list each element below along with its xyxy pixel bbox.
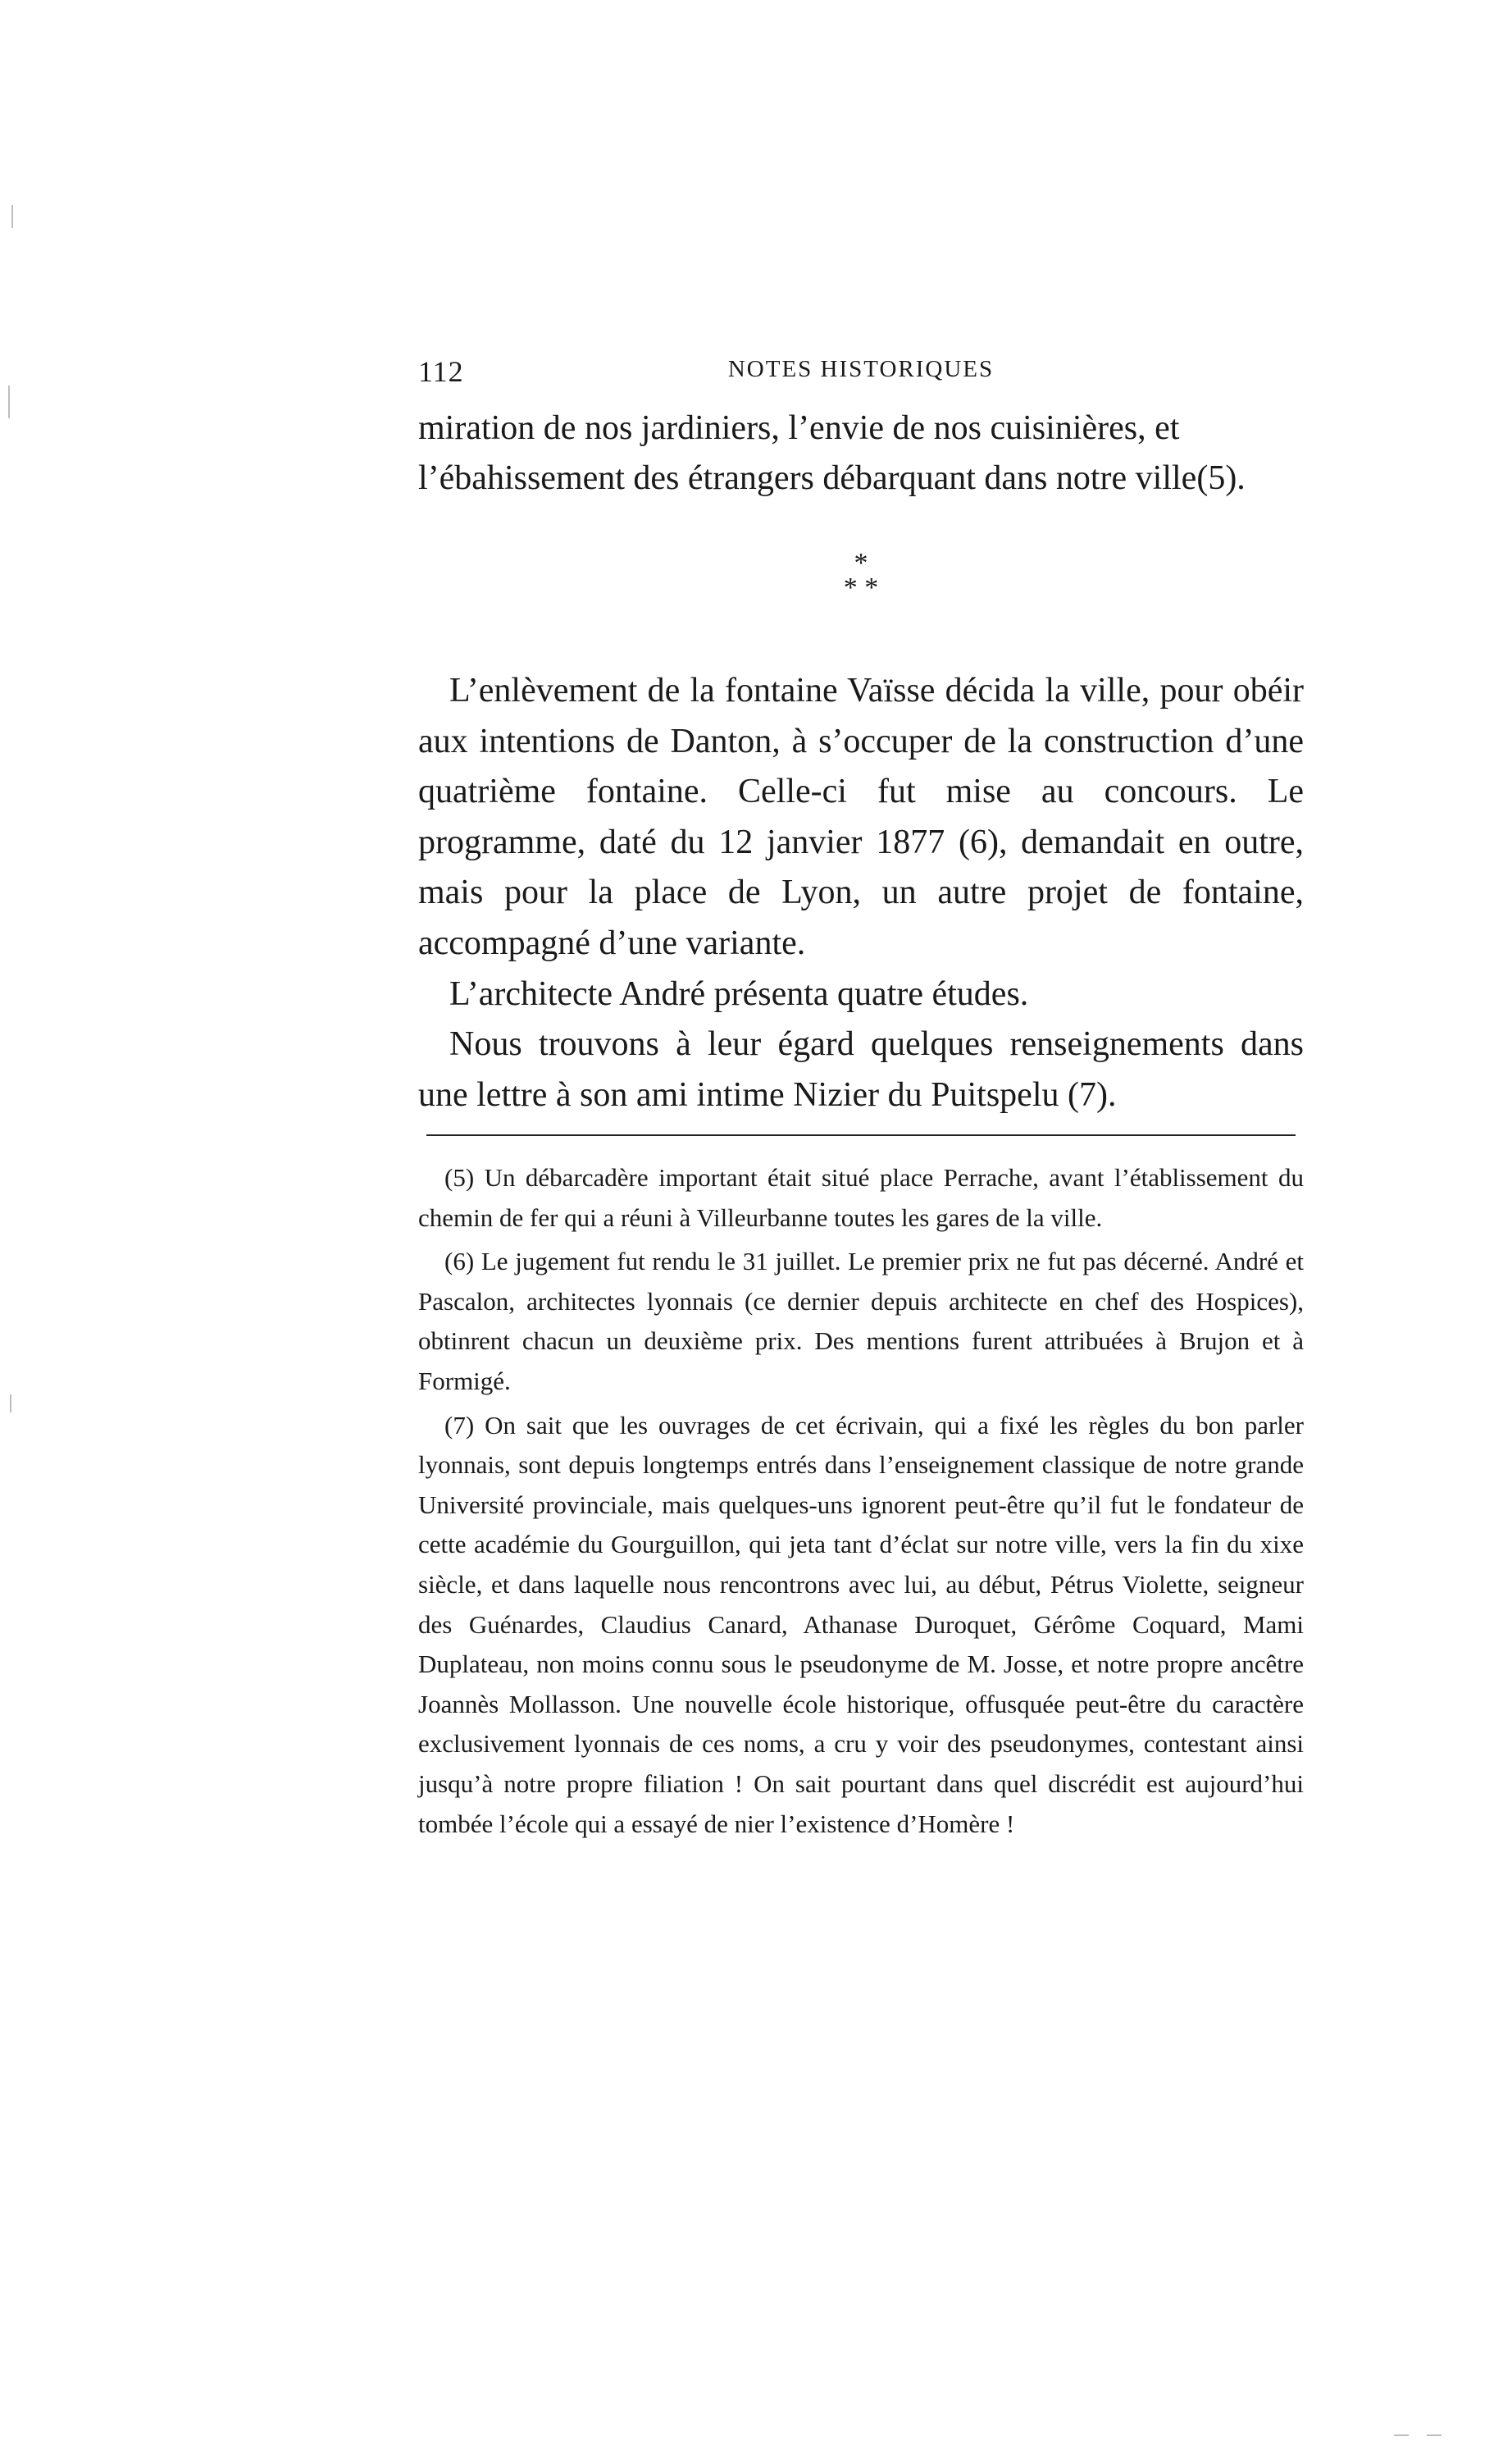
page-header (418, 354, 1304, 404)
paragraph: L’enlèvement de la fontaine Vaïsse décida la ville, pour obéir aux intentions de Danton, à s’occuper de la construction d’une quatrième fontaine. Celle-ci fut mise au concours. Le programme, daté du 12 janvier 1877 (6), demandait en outre, mais pour la place de Lyon, un autre projet de fontaine, accompagné d’une variante. (418, 672, 1304, 962)
footnote-6: (6) Le jugement fut rendu le 31 juillet. Le premier prix ne fut pas décerné. André et Pascalon, architectes lyonnais (ce dernier depuis architecte en chef des Hospices), obtinrent chacun un deuxième prix. Des mentions furent attribuées à Brujon et à Formigé. (418, 1247, 1304, 1395)
scan-mark (8, 386, 10, 418)
main-section (418, 666, 1304, 1120)
scan-mark (10, 1394, 11, 1412)
intro-line: l’ébahissement des étrangers débarquant dans notre ville(5). (418, 459, 1246, 497)
footnote-7: (7) On sait que les ouvrages de cet écrivain, qui a fixé les règles du bon parler lyonnais, sont depuis longtemps entrés dans l’enseignement classique de notre grande Université provinciale, mais quelques-uns ignorent peut-être qu’il fut le fondateur de cette académie du Gourguillon, qui jeta tant d’éclat sur notre ville, vers la fin du xixe siècle, et dans laquelle nous rencontrons avec lui, au début, Pétrus Violette, seigneur des Guénardes, Claudius Canard, Athanase Duroquet, Gérôme Coquard, Mami Duplateau, non moins connu sous le pseudonyme de M. Josse, et notre propre ancêtre Joannès Mollasson. Une nouvelle école historique, offusquée peut-être du caractère exclusivement lyonnais de ces noms, a cru y voir des pseudonymes, contestant ainsi jusqu’à notre propre filiation ! On sait pourtant dans quel discrédit est aujourd’hui tombée l’école qui a essayé de nier l’existence d’Homère ! (418, 1410, 1304, 1838)
asterism-ornament (418, 548, 1304, 603)
paragraph: Nous trouvons à leur égard quelques renseignements dans une lettre à son ami intime Nizier du Puitspelu (7). (418, 1025, 1304, 1114)
footnotes (418, 1158, 1304, 1848)
page-number: 112 (418, 355, 464, 388)
scan-mark (11, 205, 13, 228)
asterism-top: * (854, 548, 868, 578)
running-head: NOTES HISTORIQUES (727, 356, 995, 382)
paragraph: L’architecte André présenta quatre études. (449, 974, 1029, 1013)
scan-mark (1427, 2434, 1442, 2436)
intro-line: miration de nos jardiniers, l’envie de nos cuisinières, et (418, 409, 1180, 447)
asterism-bottom: * * (843, 573, 879, 603)
footnote-separator (426, 1134, 1296, 1136)
footnote-5: (5) Un débarcadère important était situé place Perrache, avant l’établissement du chemin de fer qui a réuni à Villeurbanne toutes les gares de la ville. (418, 1163, 1304, 1232)
scan-mark (1394, 2434, 1409, 2436)
intro-text (418, 404, 1304, 504)
